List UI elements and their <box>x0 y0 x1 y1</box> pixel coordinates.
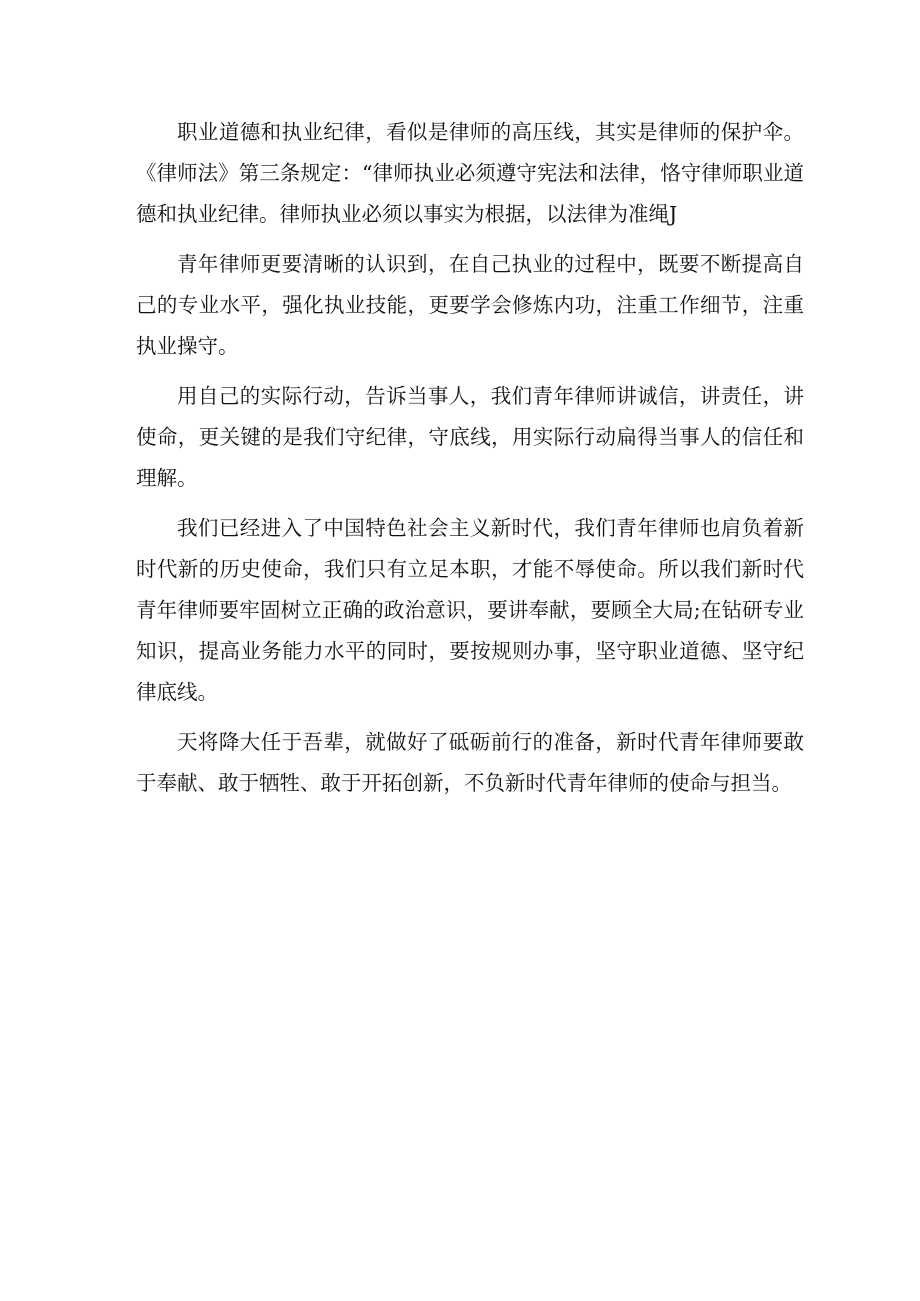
paragraph-4: 我们已经进入了中国特色社会主义新时代，我们青年律师也肩负着新时代新的历史使命，我们只有立足本职，才能不辱使命。所以我们新时代青年律师要牢固树立正确的政治意识，要讲奉献，要顾全大局;在钻研专业知识，提高业务能力水平的同时，要按规则办事，坚守职业道德、坚守纪律底线。 <box>136 516 804 704</box>
paragraph-3: 用自己的实际行动，告诉当事人，我们青年律师讲诚信，讲责任，讲使命，更关键的是我们守纪律，守底线，用实际行动扁得当事人的信任和理解。 <box>136 384 804 490</box>
document-body <box>136 112 804 813</box>
paragraph-5: 天将降大任于吾辈，就做好了砥砺前行的准备，新时代青年律师要敢于奉献、敢于牺牲、敢于开拓创新，不负新时代青年律师的使命与担当。 <box>136 730 804 795</box>
paragraph-2: 青年律师更要清晰的认识到，在自己执业的过程中，既要不断提高自己的专业水平，强化执业技能，更要学会修炼内功，注重工作细节，注重执业操守。 <box>136 252 804 358</box>
paragraph-1: 职业道德和执业纪律，看似是律师的高压线，其实是律师的保护伞。《律师法》第三条规定：“律师执业必须遵守宪法和法律，恪守律师职业道德和执业纪律。律师执业必须以事实为根据，以法律为准绳J <box>136 120 804 226</box>
